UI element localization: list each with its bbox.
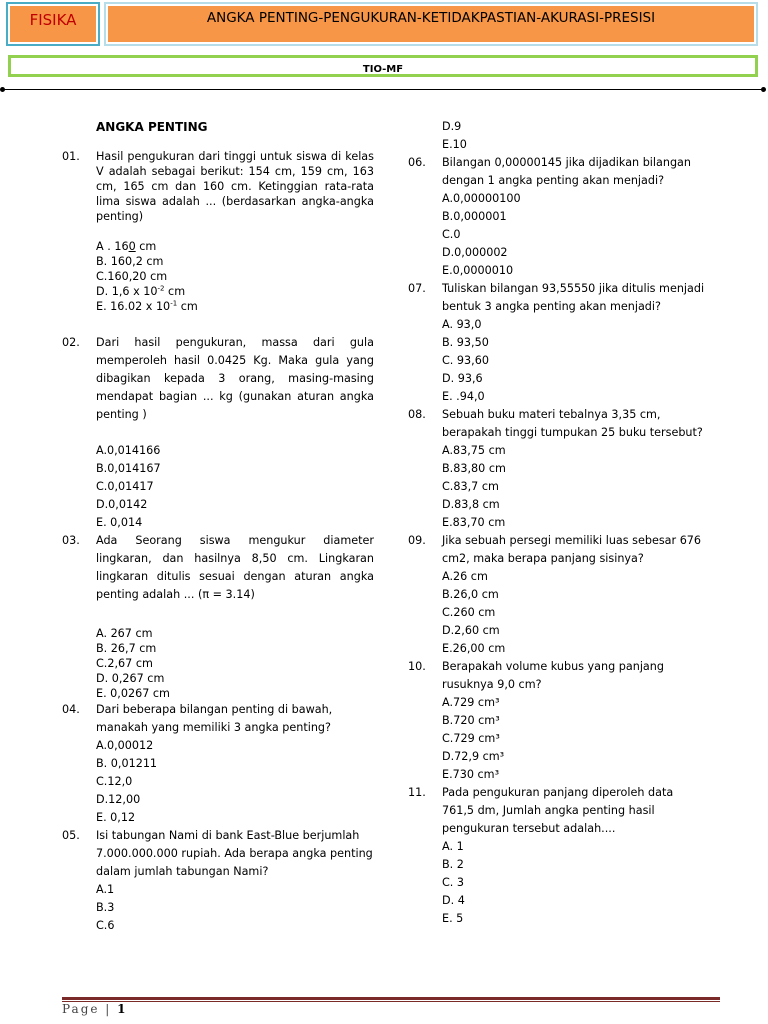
option-b: B. 26,7 cm	[96, 642, 157, 655]
option-b: B.83,80 cm	[442, 462, 506, 475]
subject-badge	[8, 4, 98, 44]
option-c: C.6	[96, 919, 115, 932]
divider-dot-right	[761, 87, 766, 92]
option-b: B. 93,50	[442, 336, 489, 349]
option-e: E. .94,0	[442, 390, 485, 403]
option-d: D.83,8 cm	[442, 498, 500, 511]
header-divider	[2, 89, 764, 90]
question-number: 02.	[62, 336, 80, 349]
option-d: D.0,0142	[96, 498, 148, 511]
option-c: C.0	[442, 228, 461, 241]
option-c: C. 3	[442, 876, 465, 889]
option-c: C.729 cm³	[442, 732, 500, 745]
question-10	[408, 658, 708, 694]
question-text: Sebuah buku materi tebalnya 3,35 cm, berapakah tinggi tumpukan 25 buku tersebut?	[442, 408, 703, 439]
page-footer	[62, 1002, 126, 1016]
option-a: A.0,014166	[96, 444, 161, 457]
option-d: D.72,9 cm³	[442, 750, 505, 763]
option-d: D. 0,267 cm	[96, 672, 165, 685]
option-e: E. 0,0267 cm	[96, 687, 170, 700]
left-column	[62, 118, 374, 935]
option-a: A. 267 cm	[96, 627, 153, 640]
footer-rule-thin	[62, 1001, 720, 1002]
question-number: 03.	[62, 534, 80, 547]
question-11	[408, 784, 708, 838]
question-04	[62, 701, 374, 737]
option-b: B.0,014167	[96, 462, 161, 475]
option-b: B.26,0 cm	[442, 588, 499, 601]
question-number: 10.	[408, 660, 426, 673]
option-e: E.83,70 cm	[442, 516, 506, 529]
question-03	[62, 532, 374, 604]
question-02	[62, 334, 374, 424]
option-e: E. 0,12	[96, 811, 136, 824]
option-c: C.12,0	[96, 775, 133, 788]
option-a: A.83,75 cm	[442, 444, 506, 457]
option-b: B. 0,01211	[96, 757, 158, 770]
option-a: A.729 cm³	[442, 696, 500, 709]
question-text: Dari hasil pengukuran, massa dari gula memperoleh hasil 0.0425 Kg. Maka gula yang dibagikan kepada 3 orang, masing-masing mendapat bagian ... kg (gunakan aturan angka penting )	[96, 336, 374, 421]
footer-rule-thick	[62, 997, 720, 1000]
option-d: D. 4	[442, 894, 465, 907]
question-text: Jika sebuah persegi memiliki luas sebesar 676 cm2, maka berapa panjang sisinya?	[442, 534, 702, 565]
document-title: ANGKA PENTING-PENGUKURAN-KETIDAKPASTIAN-AKURASI-PRESISI	[206, 10, 656, 26]
section-title: ANGKA PENTING	[96, 120, 208, 134]
question-number: 08.	[408, 408, 426, 421]
option-b: B. 2	[442, 858, 464, 871]
question-number: 06.	[408, 156, 426, 169]
option-a: A.26 cm	[442, 570, 488, 583]
option-d: D.2,60 cm	[442, 624, 500, 637]
option-a: A. 93,0	[442, 318, 482, 331]
right-column	[408, 118, 708, 928]
question-text: Ada Seorang siswa mengukur diameter lingkaran, dan hasilnya 8,50 cm. Lingkaran lingkaran ditulis sesuai dengan aturan angka penting adalah ... (π = 3.14)	[96, 534, 374, 601]
option-e: E.26,00 cm	[442, 642, 506, 655]
option-e: E. 16.02 x $10^{-1}$ cm	[96, 299, 198, 313]
question-number: 11.	[408, 786, 426, 799]
question-number: 07.	[408, 282, 426, 295]
option-c: C. 93,60	[442, 354, 489, 367]
subject-label: FISIKA	[29, 11, 77, 29]
question-number: 05.	[62, 829, 80, 842]
question-number: 09.	[408, 534, 426, 547]
question-01	[62, 149, 374, 224]
option-b: B.3	[96, 901, 115, 914]
option-b: B.0,000001	[442, 210, 507, 223]
option-c: C.160,20 cm	[96, 270, 168, 283]
page-label: Page |	[62, 1002, 112, 1016]
option-e: E.10	[442, 138, 467, 151]
question-06	[408, 154, 708, 190]
option-a: A.0,00000100	[442, 192, 521, 205]
option-d: D. 1,6 x $10^{-2}$ cm	[96, 284, 186, 298]
option-e: E. 0,014	[96, 516, 143, 529]
option-a: A.0,00012	[96, 739, 154, 752]
option-e: E.0,0000010	[442, 264, 514, 277]
question-text: Bilangan 0,00000145 jika dijadikan bilangan dengan 1 angka penting akan menjadi?	[442, 156, 692, 187]
option-a: A. 1	[442, 840, 464, 853]
question-text: Pada pengukuran panjang diperoleh data 761,5 dm, Jumlah angka penting hasil pengukuran tersebut adalah....	[442, 786, 674, 835]
question-07	[408, 280, 708, 316]
option-a: A . 160 cm	[96, 240, 157, 253]
option-a: A.1	[96, 883, 115, 896]
option-c: C.260 cm	[442, 606, 496, 619]
option-d: D.12,00	[96, 793, 141, 806]
question-text: Hasil pengukuran dari tinggi untuk siswa di kelas V adalah sebagai berikut: 154 cm, 159 cm, 163 cm, 165 cm dan 160 cm. Ketinggian rata-rata lima siswa adalah ... (berdasarkan angka-angka penting)	[96, 150, 374, 223]
option-b: B.720 cm³	[442, 714, 500, 727]
option-b: B. 160,2 cm	[96, 255, 164, 268]
option-c: C.0,01417	[96, 480, 154, 493]
question-text: Dari beberapa bilangan penting di bawah, manakah yang memiliki 3 angka penting?	[96, 703, 333, 734]
option-d: D.9	[442, 120, 462, 133]
option-e: E. 5	[442, 912, 464, 925]
question-text: Isi tabungan Nami di bank East-Blue berjumlah 7.000.000.000 rupiah. Ada berapa angka penting dalam jumlah tabungan Nami?	[96, 829, 373, 878]
title-banner	[106, 4, 756, 44]
question-number: 04.	[62, 703, 80, 716]
option-e: E.730 cm³	[442, 768, 500, 781]
option-c: C.2,67 cm	[96, 657, 153, 670]
question-text: Tuliskan bilangan 93,55550 jika ditulis menjadi bentuk 3 angka penting akan menjadi?	[442, 282, 705, 313]
sub-banner	[8, 55, 758, 77]
divider-dot-left	[0, 87, 5, 92]
question-05	[62, 827, 374, 881]
question-09	[408, 532, 708, 568]
page-number: 1	[117, 1002, 126, 1016]
author-label: TIO-MF	[362, 64, 404, 75]
option-c: C.83,7 cm	[442, 480, 499, 493]
question-text: Berapakah volume kubus yang panjang rusuknya 9,0 cm?	[442, 660, 664, 691]
question-08	[408, 406, 708, 442]
option-d: D.0,000002	[442, 246, 508, 259]
question-number: 01.	[62, 150, 80, 163]
option-d: D. 93,6	[442, 372, 483, 385]
